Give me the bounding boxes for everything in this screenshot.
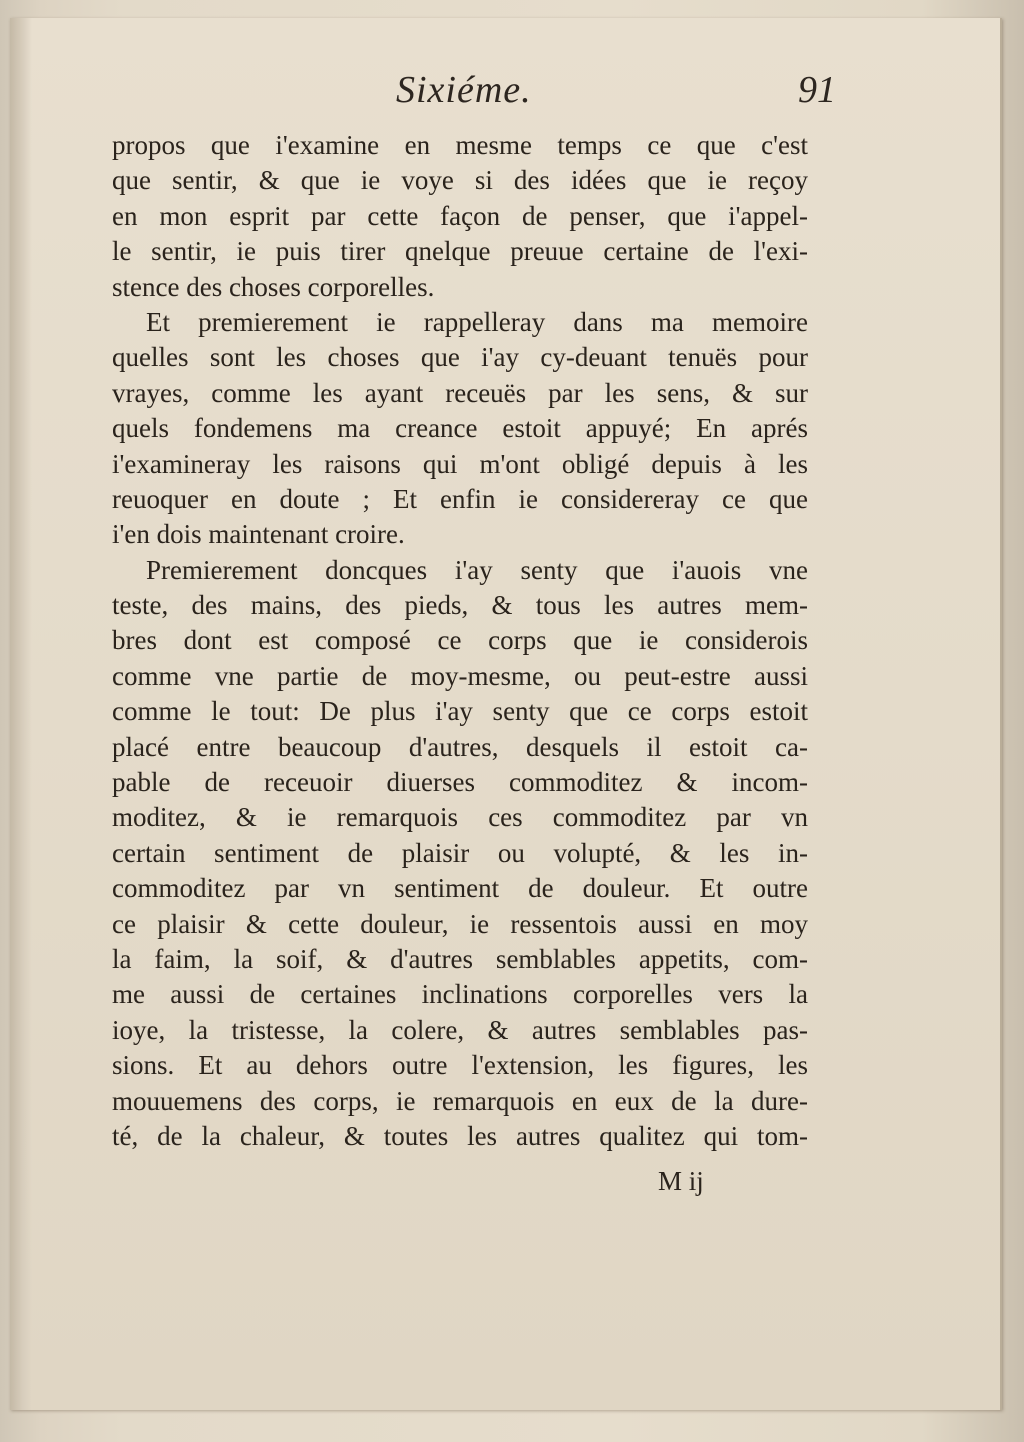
text-line: le sentir, ie puis tirer qnelque preuue certaine de l'exi- (112, 236, 808, 267)
text-line: Et premierement ie rappelleray dans ma memoire (146, 306, 808, 337)
body-text (112, 128, 808, 1154)
text-line: la faim, la soif, & d'autres semblables appetits, com- (112, 943, 808, 974)
paragraph (112, 305, 808, 553)
text-line: moditez, & ie remarquois ces commoditez par vn (112, 802, 808, 833)
text-line: comme vne partie de moy-mesme, ou peut-estre aussi (112, 660, 808, 691)
text-line: pable de receuoir diuerses commoditez & incom- (112, 767, 808, 798)
text-line: Premierement doncques i'ay senty que i'auois vne (146, 554, 808, 585)
text-line: ce plaisir & cette douleur, ie ressentois aussi en moy (112, 908, 808, 939)
text-line: quels fondemens ma creance estoit appuyé; En aprés (112, 413, 808, 444)
page-gutter-shadow (10, 18, 32, 1410)
paragraph (112, 128, 808, 305)
running-head: Sixiéme. (396, 69, 532, 111)
text-line: i'en dois maintenant croire. (112, 519, 405, 550)
text-line: placé entre beaucoup d'autres, desquels il estoit ca- (112, 731, 808, 762)
paragraph (112, 553, 808, 1155)
text-line: me aussi de certaines inclinations corporelles vers la (112, 979, 808, 1010)
page-number: 91 (798, 69, 836, 111)
text-line: vrayes, comme les ayant receuës par les sens, & sur (112, 377, 808, 408)
text-line: mouuemens des corps, ie remarquois en eux de la dure- (112, 1085, 808, 1116)
text-line: sions. Et au dehors outre l'extension, les figures, les (112, 1050, 808, 1081)
text-line: en mon esprit par cette façon de penser, que i'appel- (112, 200, 808, 231)
text-line: propos que i'examine en mesme temps ce que c'est (112, 130, 808, 160)
text-line: ioye, la tristesse, la colere, & autres semblables pas- (112, 1014, 808, 1045)
text-line: stence des choses corporelles. (112, 271, 435, 302)
text-line: bres dont est composé ce corps que ie considerois (112, 625, 808, 656)
text-line: té, de la chaleur, & toutes les autres qualitez qui tom- (112, 1120, 808, 1151)
text-line: que sentir, & que ie voye si des idées que ie reçoy (112, 165, 808, 196)
text-line: quelles sont les choses que i'ay cy-deuant tenuës pour (112, 342, 808, 373)
text-line: certain sentiment de plaisir ou volupté, & les in- (112, 837, 808, 868)
text-line: commoditez par vn sentiment de douleur. Et outre (112, 873, 808, 904)
text-line: teste, des mains, des pieds, & tous les autres mem- (112, 590, 808, 621)
text-line: i'examineray les raisons qui m'ont obligé depuis à les (112, 448, 808, 479)
signature-mark: M ij (658, 1166, 704, 1196)
text-line: reuoquer en doute ; Et enfin ie considereray ce que (112, 483, 808, 514)
text-line: comme le tout: De plus i'ay senty que ce corps estoit (112, 696, 808, 727)
